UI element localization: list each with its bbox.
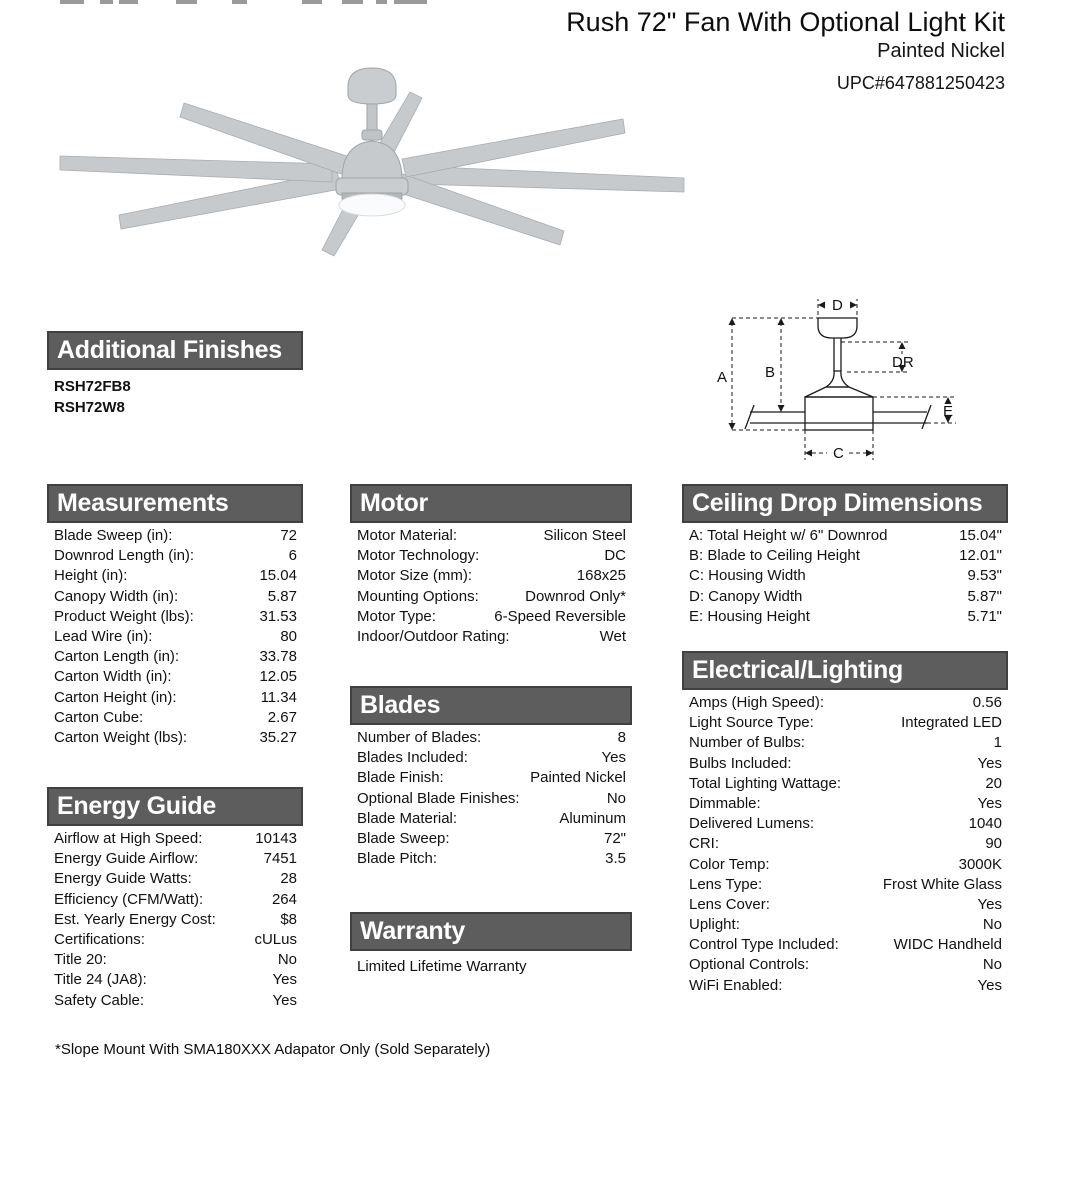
spec-value: 7451 [263,850,297,868]
spec-row [350,789,632,809]
spec-row [682,526,1008,546]
spec-row [47,627,303,647]
spec-row [47,869,303,889]
spec-value: 264 [271,890,297,908]
spec-row [350,587,632,607]
spec-rows [350,728,632,869]
spec-value: 9.53" [967,567,1002,585]
spec-value: No [982,956,1002,974]
spec-value: 10143 [255,830,297,847]
spec-row [682,935,1008,955]
spec-value: No [606,789,626,807]
spec-value: Yes [272,971,297,989]
spec-value: 3000K [958,855,1002,873]
dim-label-dr: DR [892,354,914,371]
section-ceiling-drop [682,484,1008,627]
spec-label: A: Total Height w/ 6" Downrod [689,527,888,544]
spec-row [47,708,303,728]
spec-label: Title 24 (JA8): [54,971,147,989]
spec-row [47,849,303,869]
section-motor [350,484,632,647]
spec-value: 1 [993,734,1002,752]
spec-row [682,546,1008,566]
logo-fragment [176,0,197,4]
spec-label: Title 20: [54,951,107,969]
spec-row [682,607,1008,627]
spec-rows [47,526,303,748]
spec-label: Carton Weight (lbs): [54,728,188,746]
spec-row [47,991,303,1011]
logo-fragment [394,0,427,4]
spec-row [350,546,632,566]
spec-label: D: Canopy Width [689,587,803,605]
logo-fragment [342,0,363,4]
spec-label: C: Housing Width [689,567,806,585]
spec-row [350,728,632,748]
spec-rows [47,829,303,1011]
spec-value: Yes [977,754,1002,772]
spec-value: Aluminum [559,809,626,827]
spec-label: Energy Guide Airflow: [54,850,199,868]
spec-row [47,829,303,849]
spec-value: 31.53 [259,607,297,625]
spec-row [350,526,632,546]
spec-row [47,566,303,586]
dim-label-d: D [832,297,843,314]
spec-value: WIDC Handheld [893,936,1002,954]
spec-label: Blade Pitch: [357,850,438,868]
spec-label: Blade Material: [357,809,458,827]
spec-label: Airflow at High Speed: [54,830,203,847]
spec-row [350,829,632,849]
spec-value: Integrated LED [901,714,1002,732]
spec-row [47,890,303,910]
spec-row [682,834,1008,854]
spec-row [47,647,303,667]
spec-row [682,875,1008,895]
spec-row [682,754,1008,774]
spec-value: 11.34 [260,688,297,706]
spec-label: Downrod Length (in): [54,547,195,565]
spec-rows [682,526,1008,627]
spec-row [47,950,303,970]
spec-label: Blade Sweep: [357,829,450,847]
spec-label: Optional Blade Finishes: [357,789,520,807]
section-header: Ceiling Drop Dimensions [682,484,1008,523]
spec-label: Total Lighting Wattage: [689,774,842,792]
spec-label: Carton Cube: [54,708,144,726]
spec-value: 5.87 [267,587,297,605]
spec-row [682,955,1008,975]
spec-value: 12.01" [959,547,1002,565]
spec-value: 3.5 [605,850,626,868]
spec-value: 6 [288,547,297,565]
spec-value: Yes [272,991,297,1009]
spec-value: cULus [254,930,297,948]
spec-label: Motor Technology: [357,547,480,565]
spec-label: Canopy Width (in): [54,587,179,605]
spec-row [682,587,1008,607]
spec-label: Safety Cable: [54,991,145,1009]
spec-value: 72 [280,527,297,544]
spec-value: 5.87" [967,587,1002,605]
product-photo [25,62,685,267]
spec-label: Carton Height (in): [54,688,177,706]
logo-fragment [100,0,113,4]
spec-row [47,688,303,708]
section-header: Measurements [47,484,303,523]
spec-row [47,587,303,607]
section-energy-guide [47,787,303,1011]
finish-list [47,376,303,418]
spec-value: 15.04 [259,567,297,585]
spec-rows [350,526,632,647]
spec-label: Number of Bulbs: [689,734,805,752]
section-measurements [47,484,303,748]
spec-value: 90 [985,835,1002,853]
section-header: Motor [350,484,632,523]
spec-row [682,566,1008,586]
spec-value: DC [604,547,626,565]
spec-row [682,733,1008,753]
spec-value: Painted Nickel [530,769,626,787]
warranty-text: Limited Lifetime Warranty [357,958,527,975]
page-title: Rush 72" Fan With Optional Light Kit [566,7,1005,37]
spec-value: Wet [599,627,626,645]
spec-value: 15.04" [959,527,1002,544]
spec-value: Yes [977,895,1002,913]
spec-label: Dimmable: [689,794,761,812]
spec-label: Efficiency (CFM/Watt): [54,890,204,908]
upc-code: UPC#647881250423 [836,73,1005,93]
spec-row [682,693,1008,713]
spec-label: CRI: [689,835,719,853]
spec-label: E: Housing Height [689,607,810,625]
spec-value: 8 [617,729,626,746]
spec-row [350,627,632,647]
spec-row [350,768,632,788]
spec-label: Amps (High Speed): [689,694,825,711]
logo-fragment [232,0,247,4]
spec-row [682,915,1008,935]
spec-value: 168x25 [576,567,626,585]
section-blades [350,686,632,869]
spec-row [682,895,1008,915]
logo-fragment [60,0,84,4]
spec-row [47,910,303,930]
spec-row [47,526,303,546]
spec-row [350,809,632,829]
dimension-diagram [697,286,1013,468]
spec-label: Lens Cover: [689,895,770,913]
section-additional-finishes [47,331,303,418]
spec-label: Lead Wire (in): [54,627,153,645]
spec-label: Delivered Lumens: [689,815,815,833]
spec-value: 0.56 [972,694,1002,711]
spec-row [682,855,1008,875]
spec-label: Blade Sweep (in): [54,527,173,544]
spec-value: 5.71" [967,607,1002,625]
spec-row [350,566,632,586]
spec-label: Color Temp: [689,855,770,873]
spec-value: 6-Speed Reversible [494,607,626,625]
spec-label: WiFi Enabled: [689,976,783,994]
spec-value: Yes [977,794,1002,812]
spec-value: Frost White Glass [882,875,1002,893]
spec-label: Carton Width (in): [54,668,172,686]
spec-label: Control Type Included: [689,936,839,954]
spec-row [350,849,632,869]
spec-label: Optional Controls: [689,956,810,974]
spec-label: Product Weight (lbs): [54,607,194,625]
dim-label-b: B [765,364,776,381]
spec-row [47,546,303,566]
spec-label: Blade Finish: [357,769,444,787]
spec-value: 12.05 [259,668,297,686]
spec-rows [682,693,1008,996]
dim-label-a: A [717,369,728,386]
spec-row [682,774,1008,794]
section-header: Electrical/Lighting [682,651,1008,690]
spec-label: Light Source Type: [689,714,814,732]
spec-row [47,970,303,990]
spec-row [682,814,1008,834]
spec-row [682,976,1008,996]
spec-row [47,607,303,627]
spec-value: No [277,951,297,969]
spec-row [682,794,1008,814]
spec-label: Carton Length (in): [54,648,180,666]
spec-label: Bulbs Included: [689,754,792,772]
finish-code: RSH72W8 [54,399,125,416]
finish-subtitle: Painted Nickel [877,40,1005,62]
spec-label: Number of Blades: [357,729,482,746]
section-electrical [682,651,1008,996]
spec-label: Est. Yearly Energy Cost: [54,910,216,928]
spec-label: Motor Material: [357,527,458,544]
spec-label: Uplight: [689,916,740,934]
spec-value: Downrod Only* [525,587,626,605]
spec-row [350,607,632,627]
spec-label: Indoor/Outdoor Rating: [357,627,510,645]
spec-value: 2.67 [267,708,297,726]
spec-label: B: Blade to Ceiling Height [689,547,860,565]
spec-label: Certifications: [54,930,145,948]
spec-label: Blades Included: [357,749,468,767]
section-header: Warranty [350,912,632,951]
logo-fragment [119,0,138,4]
spec-value: Yes [601,749,626,767]
spec-label: Height (in): [54,567,128,585]
spec-value: Yes [977,976,1002,994]
spec-row [350,748,632,768]
spec-row [47,728,303,748]
spec-label: Mounting Options: [357,587,479,605]
section-header: Blades [350,686,632,725]
section-warranty [350,912,632,975]
spec-label: Energy Guide Watts: [54,870,192,888]
slope-mount-footnote: *Slope Mount With SMA180XXX Adapator Only (Sold Separately) [55,1041,491,1058]
section-header: Additional Finishes [47,331,303,370]
spec-value: Silicon Steel [543,527,626,544]
spec-value: $8 [280,910,297,928]
dim-label-e: E [943,403,954,420]
dim-label-c: C [833,445,844,462]
spec-row [47,930,303,950]
spec-value: 1040 [968,815,1002,833]
spec-label: Motor Type: [357,607,436,625]
spec-value: 72" [603,829,626,847]
spec-row [682,713,1008,733]
finish-code: RSH72FB8 [54,378,131,395]
logo-fragment [302,0,322,4]
logo-fragment [376,0,387,4]
spec-value: 80 [280,627,297,645]
spec-value: 33.78 [259,648,297,666]
spec-label: Lens Type: [689,875,763,893]
spec-value: 28 [280,870,297,888]
spec-label: Motor Size (mm): [357,567,473,585]
spec-row [47,667,303,687]
spec-value: 35.27 [259,728,297,746]
spec-value: No [982,916,1002,934]
section-header: Energy Guide [47,787,303,826]
spec-value: 20 [985,774,1002,792]
